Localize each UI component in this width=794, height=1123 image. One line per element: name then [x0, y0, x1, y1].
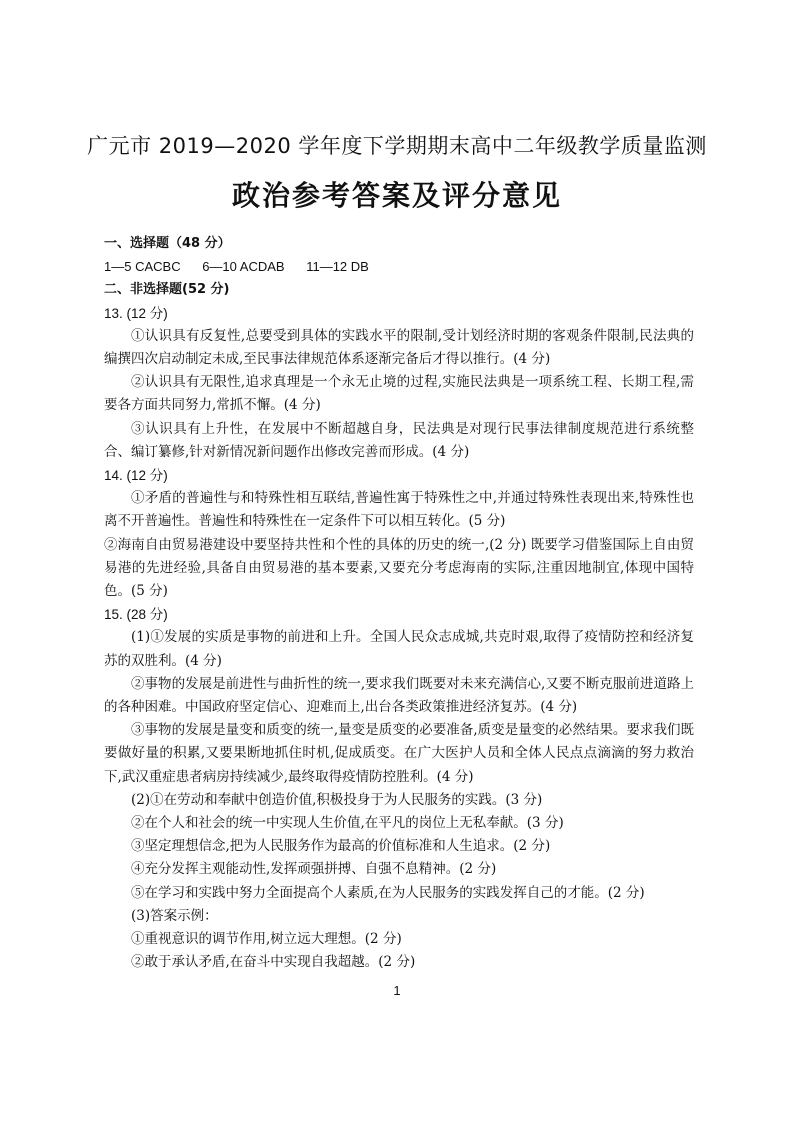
q15-part2-point-5: ⑤在学习和实践中努力全面提高个人素质,在为人民服务的实践发挥自己的才能。(2 分)	[131, 884, 645, 901]
q15-part1-point-1: (1)①发展的实质是事物的前进和上升。全国人民众志成城,共克时艰,取得了疫情防控和经济复苏的双胜利。(4 分)	[104, 629, 694, 669]
page-number: 1	[393, 983, 401, 998]
q14-point-1: ①矛盾的普遍性与和特殊性相互联结,普遍性寓于特殊性之中,并通过特殊性表现出来,特殊性也离不开普遍性。普遍性和特殊性在一定条件下可以相互转化。(5 分)	[104, 490, 694, 530]
q15-part3-label: (3)答案示例：	[131, 907, 218, 924]
q15-part3-example-2: ②敢于承认矛盾,在奋斗中实现自我超越。(2 分)	[131, 954, 416, 971]
section1-heading: 一、选择题（48 分）	[104, 236, 231, 251]
mcq-answer-group-1: 1—5 CACBC	[104, 259, 181, 275]
document-subtitle: 政治参考答案及评分意见	[231, 179, 562, 212]
section2-heading: 二、非选择题(52 分)	[104, 282, 230, 298]
document-title: 广元市 2019—2020 学年度下学期期末高中二年级教学质量监测	[87, 134, 707, 158]
q13-point-2: ②认识具有无限性,追求真理是一个永无止境的过程,实施民法典是一项系统工程、长期工程,需要各方面共同努力,常抓不懈。(4 分)	[104, 374, 694, 414]
mcq-answers	[104, 255, 694, 278]
q13-label: 13. (12 分)	[104, 305, 168, 321]
q15-part2-point-2: ②在个人和社会的统一中实现人生价值,在平凡的岗位上无私奉献。(3 分)	[131, 815, 564, 832]
q15-part3-example-1: ①重视意识的调节作用,树立远大理想。(2 分)	[131, 931, 402, 948]
q15-part2-point-4: ④充分发挥主观能动性,发挥顽强拼搏、自强不息精神。(2 分)	[131, 861, 497, 878]
q13-point-1: ①认识具有反复性,总要受到具体的实践水平的限制,受计划经济时期的客观条件限制,民法典的编撰四次启动制定未成,至民事法律规范体系逐渐完备后才得以推行。(4 分)	[104, 327, 694, 368]
q15-part1-point-3: ③事物的发展是量变和质变的统一,量变是质变的必要准备,质变是量变的必然结果。要求我们既要做好量的积累,又要果断地抓住时机,促成质变。在广大医护人员和全体人民点点滴滴的努力救治下,武汉重症患者病房持续减少,最终取得疫情防控胜利。(4 分)	[104, 722, 694, 785]
mcq-answer-group-3: 11—12 DB	[306, 259, 369, 275]
q13-point-3: ③认识具有上升性，在发展中不断超越自身，民法典是对现行民事法律制度规范进行系统整合、编订纂修,针对新情况新问题作出修改完善而形成。(4 分)	[104, 420, 694, 460]
q14-label: 14. (12 分)	[104, 468, 168, 484]
q15-part2-point-3: ③坚定理想信念,把为人民服务作为最高的价值标准和人生追求。(2 分)	[131, 838, 551, 855]
q15-part1-point-2: ②事物的发展是前进性与曲折性的统一,要求我们既要对未来充满信心,又要不断克服前进道路上的各种困难。中国政府坚定信心、迎难而上,出台各类政策推进经济复苏。(4 分)	[104, 675, 694, 716]
mcq-answer-group-2: 6—10 ACDAB	[202, 259, 285, 275]
q15-label: 15. (28 分)	[104, 607, 168, 623]
q14-point-2: ②海南自由贸易港建设中要坚持共性和个性的具体的历史的统一,(2 分) 既要学习借鉴国际上自由贸易港的先进经验,具备自由贸易港的基本要素,又要充分考虑海南的实际,注重因地制宜,体现中国特色。(5 分)	[104, 536, 694, 600]
answer-content	[104, 232, 694, 975]
q15-part2-point-1: (2)①在劳动和奉献中创造价值,积极投身于为人民服务的实践。(3 分)	[131, 791, 543, 808]
